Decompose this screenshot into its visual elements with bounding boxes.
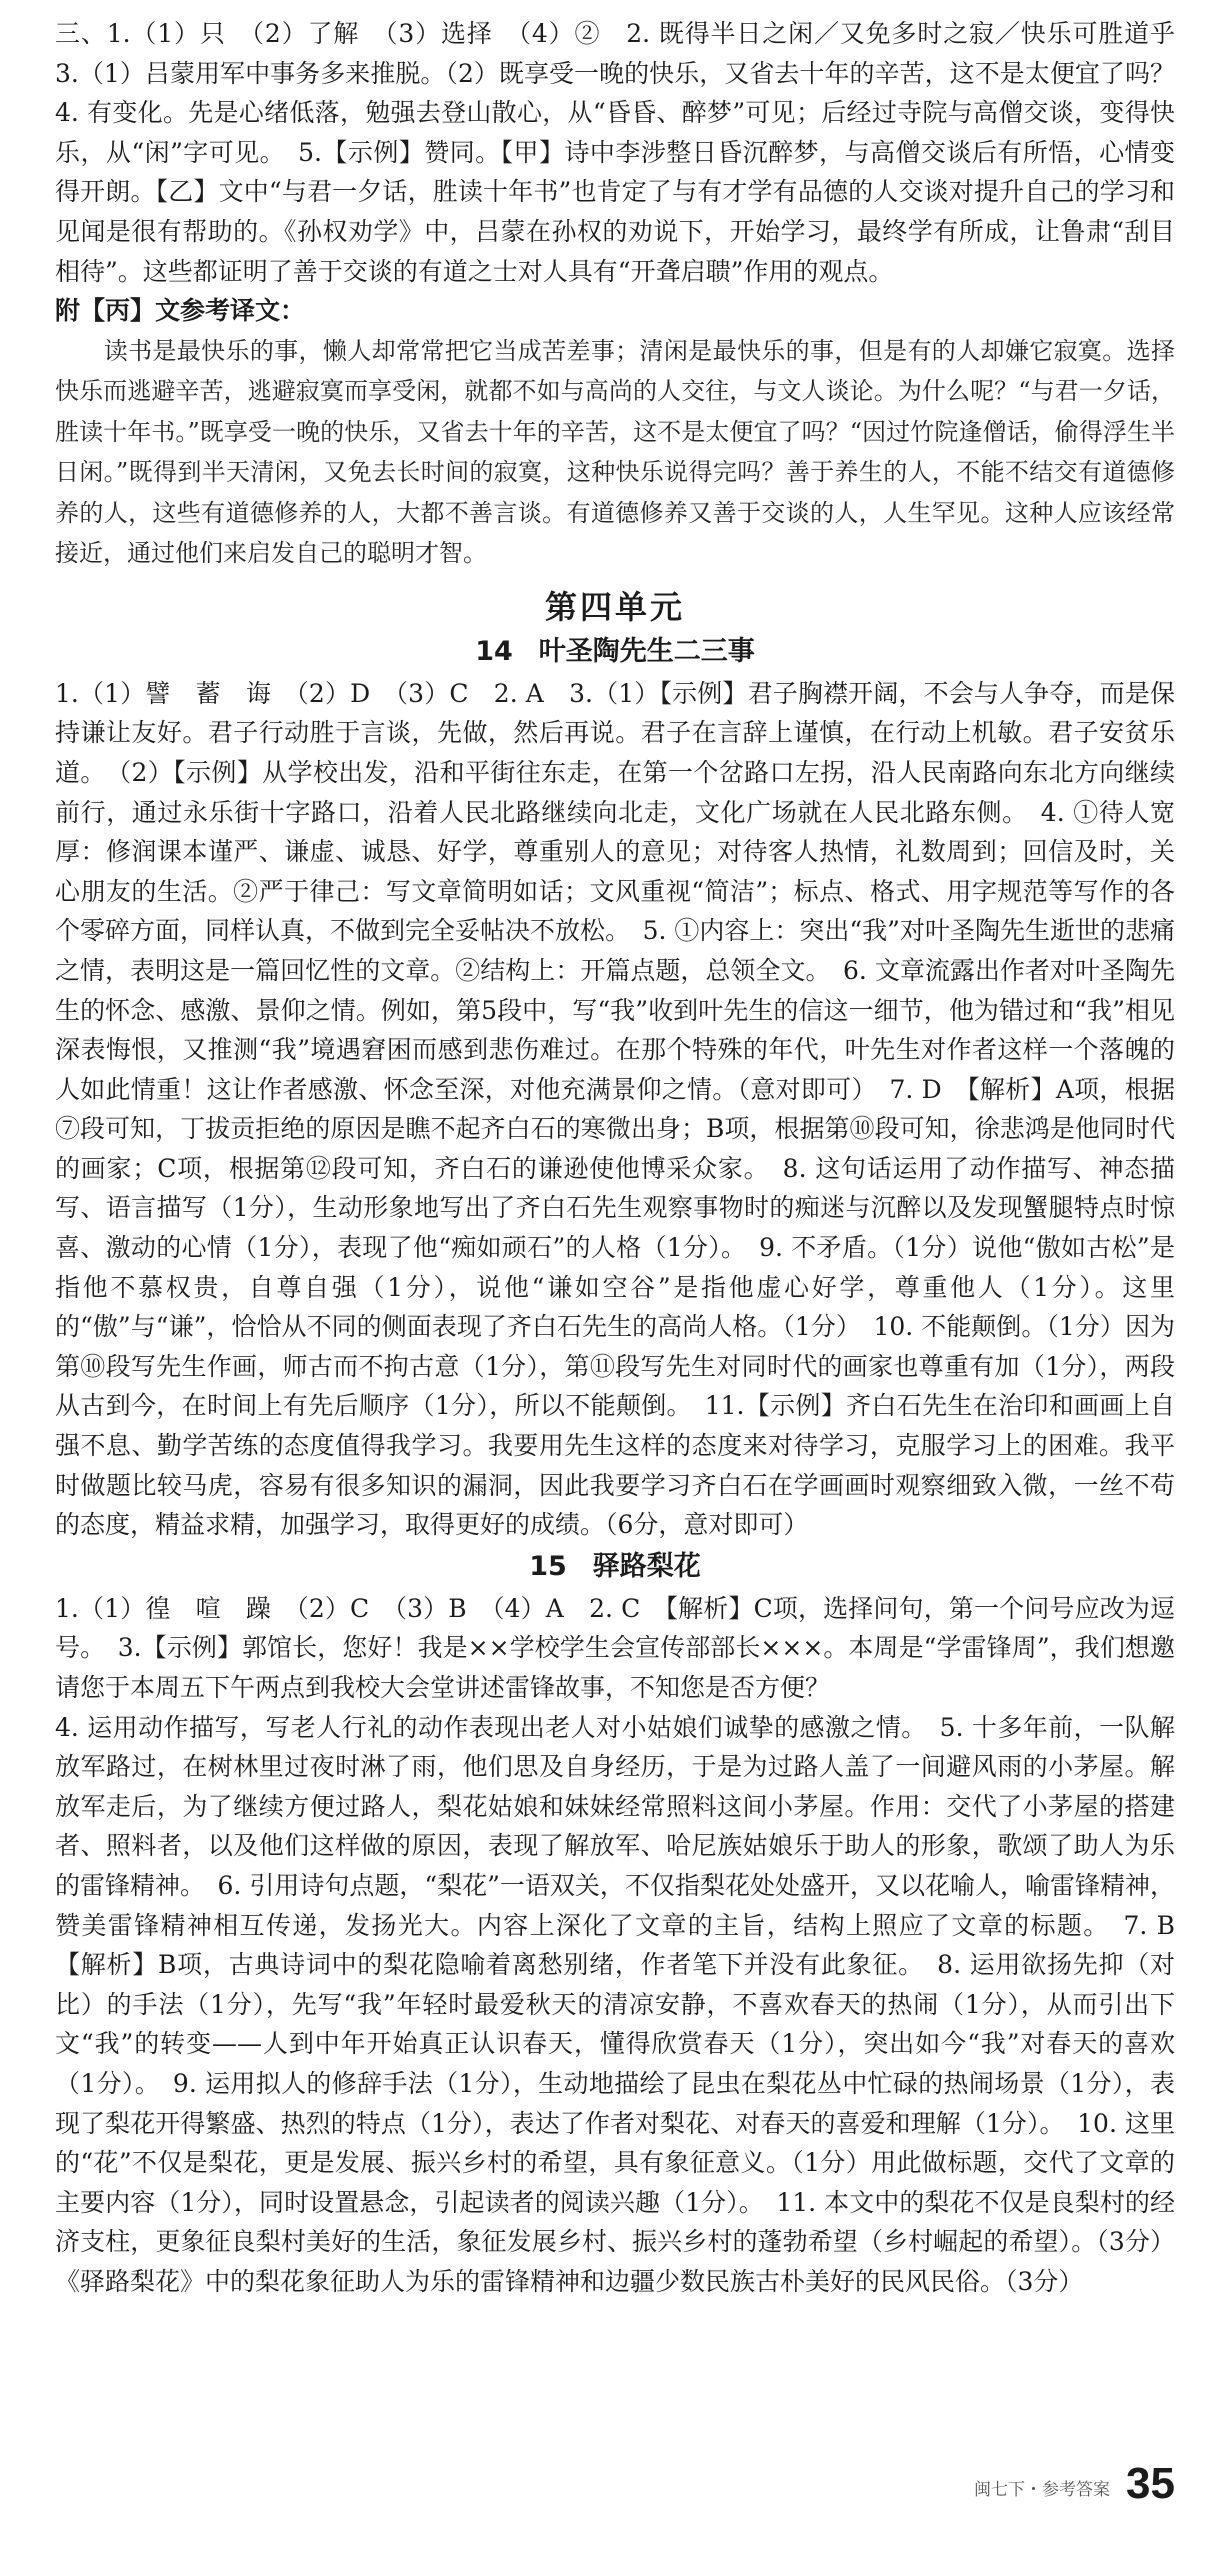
lesson-15-answers: 1.（1）徨 喧 躁 （2）C （3）B （4）A 2. C 【解析】C项，选择问句，第一个问号应改为逗号。 3.【示例】郭馆长，您好！我是××学校学生会宣传部部长×××。本周是“学雷锋周”，我们想邀请您于本周五下午两点到我校大会堂讲述雷锋故事，不知您是否方便？ 4. 运用动作描写，写老人行礼的动作表现出老人对小姑娘们诚挚的感激之情。 5. 十多年前，一队解放军路过，在树林里过夜时淋了雨，他们思及自身经历，于是为过路人盖了一间避风雨的小茅屋。解放军走后，为了继续方便过路人，梨花姑娘和妹妹经常照料这间小茅屋。作用：交代了小茅屋的搭建者、照料者，以及他们这样做的原因，表现了解放军、哈尼族姑娘乐于助人的形象，歌颂了助人为乐的雷锋精神。 6. 引用诗句点题，“梨花”一语双关，不仅指梨花处处盛开，又以花喻人，喻雷锋精神，赞美雷锋精神相互传递，发扬光大。内容上深化了文章的主旨，结构上照应了文章的标题。 7. B 【解析】B项，古典诗词中的梨花隐喻着离愁别绪，作者笔下并没有此象征。 8. 运用欲扬先抑（对比）的手法（1分），先写“我”年轻时最爱秋天的清凉安静，不喜欢春天的热闹（1分），从而引出下文“我”的转变——人到中年开始真正认识春天，懂得欣赏春天（1分），突出如今“我”对春天的喜欢（1分）。 9. 运用拟人的修辞手法（1分），生动地描绘了昆虫在梨花丛中忙碌的热闹场景（1分），表现了梨花开得繁盛、热烈的特点（1分），表达了作者对梨花、对春天的喜爱和理解（1分）。 10. 这里的“花”不仅是梨花，更是发展、振兴乡村的希望，具有象征意义。（1分）用此做标题，交代了文章的主要内容（1分），同时设置悬念，引起读者的阅读兴趣（1分）。 11. 本文中的梨花不仅是良梨村的经济支柱，更象征良梨村美好的生活，象征发展乡村、振兴乡村的蓬勃希望（乡村崛起的希望）。（3分）《驿路梨花》中的梨花象征助人为乐的雷锋精神和边疆少数民族古朴美好的民风民俗。（3分） [55, 1593, 1175, 2296]
section-three-answers: 三、1.（1）只 （2）了解 （3）选择 （4）② 2. 既得半日之闲／又免多时之寂／快乐可胜道乎 3.（1）吕蒙用军中事务多来推脱。（2）既享受一晚的快乐，又省去十年的辛苦，这不是太便宜了吗？ 4. 有变化。先是心绪低落，勉强去登山散心，从“昏昏、醉梦”可见；后经过寺院与高僧交谈，变得快乐，从“闲”字可见。 5.【示例】赞同。【甲】诗中李涉整日昏沉醉梦，与高僧交谈后有所悟，心情变得开朗。【乙】文中“与君一夕话，胜读十年书”也肯定了与有才学有品德的人交谈对提升自己的学习和见闻是很有帮助的。《孙权劝学》中，吕蒙在孙权的劝说下，开始学习，最终学有所成，让鲁肃“刮目相待”。这些都证明了善于交谈的有道之士对人具有“开聋启聩”作用的观点。 [55, 19, 1201, 286]
unit-title: 第四单元 [544, 587, 685, 626]
lesson-14-number: 14 [475, 635, 513, 667]
lesson-14-answers: 1.（1）譬 蓄 诲 （2）D （3）C 2. A 3.（1）【示例】君子胸襟开阔，不会与人争夺，而是保持谦让友好。君子行动胜于言谈，先做，然后再说。君子在言辞上谨慎，在行动上机敏。君子安贫乐道。 （2）【示例】从学校出发，沿和平街往东走，在第一个岔路口左拐，沿人民南路向东北方向继续前行，通过永乐街十字路口，沿着人民北路继续向北走，文化广场就在人民北路东侧。 4. ①待人宽厚：修润课本谨严、谦虚、诚恳、好学，尊重别人的意见；对待客人热情，礼数周到；回信及时，关心朋友的生活。②严于律己：写文章简明如话；文风重视“简洁”；标点、格式、用字规范等写作的各个零碎方面，同样认真，不做到完全妥帖决不放松。 5. ①内容上：突出“我”对叶圣陶先生逝世的悲痛之情，表明这是一篇回忆性的文章。②结构上：开篇点题，总领全文。 6. 文章流露出作者对叶圣陶先生的怀念、感激、景仰之情。例如，第5段中，写“我”收到叶先生的信这一细节，他为错过和“我”相见深表悔恨，又推测“我”境遇窘困而感到悲伤难过。在那个特殊的年代，叶先生对作者这样一个落魄的人如此情重！这让作者感激、怀念至深，对他充满景仰之情。（意对即可） 7. D 【解析】A项，根据⑦段可知，丁拔贡拒绝的原因是瞧不起齐白石的寒微出身；B项，根据第⑩段可知，徐悲鸿是他同时代的画家；C项，根据第⑫段可知，齐白石的谦逊使他博采众家。 8. 这句话运用了动作描写、神态描写、语言描写（1分），生动形象地写出了齐白石先生观察事物时的痴迷与沉醉以及发现蟹腿特点时惊喜、激动的心情（1分），表现了他“痴如顽石”的人格（1分）。 9. 不矛盾。（1分）说他“傲如古松”是指他不慕权贵，自尊自强（1分），说他“谦如空谷”是指他虚心好学，尊重他人（1分）。这里的“傲”与“谦”，恰恰从不同的侧面表现了齐白石先生的高尚人格。（1分） 10. 不能颠倒。（1分）因为第⑩段写先生作画，师古而不拘古意（1分），第⑪段写先生对同时代的画家也尊重有加（1分），两段从古到今，在时间上有先后顺序（1分），所以不能颠倒。 11.【示例】齐白石先生在治印和画画上自强不息、勤学苦练的态度值得我学习。我要用先生这样的态度来对待学习，克服学习上的困难。我平时做题比较马虎，容易有很多知识的漏洞，因此我要学习齐白石在学画画时观察细致入微，一丝不苟的态度，精益求精，加强学习，取得更好的成绩。（6分，意对即可） [55, 678, 1175, 1540]
lesson-15-name: 驿路梨花 [592, 1550, 701, 1582]
lesson-15-title [55, 1545, 1175, 1589]
lesson-15-number: 15 [529, 1550, 567, 1582]
page-footer [974, 2460, 1175, 2508]
answer-page [55, 14, 1201, 2302]
lesson-14-name: 叶圣陶先生二三事 [538, 635, 755, 667]
translation-heading: 附【丙】文参考译文： [55, 296, 306, 326]
lesson-14-title [55, 630, 1175, 674]
page-number: 35 [1126, 2459, 1175, 2508]
footer-label: 闽七下・参考答案 [974, 2480, 1111, 2500]
translation-text: 读书是最快乐的事，懒人却常常把它当成苦差事；清闲是最快乐的事，但是有的人却嫌它寂寞。选择快乐而逃避辛苦，逃避寂寞而享受闲，就都不如与高尚的人交往，与文人谈论。为什么呢？“与君一夕话，胜读十年书。”既享受一晚的快乐，又省去十年的辛苦，这不是太便宜了吗？“因过竹院逢僧话，偷得浮生半日闲。”既得到半天清闲，又免去长时间的寂寞，这种快乐说得完吗？善于养生的人，不能不结交有道德修养的人，这些有道德修养的人，大都不善言谈。有道德修养又善于交谈的人，人生罕见。这种人应该经常接近，通过他们来启发自己的聪明才智。 [55, 336, 1175, 568]
